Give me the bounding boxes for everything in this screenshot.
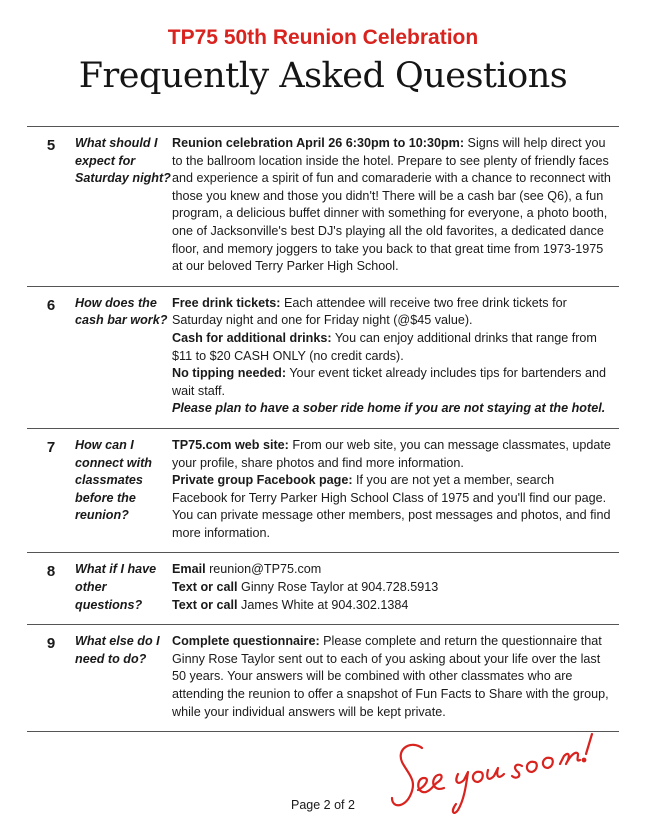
- answer-text: [172, 437, 612, 543]
- answer-paragraph: [172, 561, 612, 579]
- page-number: Page 2 of 2: [291, 798, 355, 812]
- answer-heading: Cash for additional drinks:: [172, 330, 332, 345]
- question-number: 8: [46, 563, 56, 581]
- answer-heading: Text or call: [172, 580, 238, 595]
- page-title: Frequently Asked Questions: [78, 56, 568, 96]
- answer-text: [172, 561, 612, 614]
- answer-body: From our web site, you can message classmates, update your profile, share photos and find more information.: [172, 437, 611, 470]
- answer-heading: Free drink tickets:: [172, 295, 281, 310]
- answer-body: Each attendee will receive two free drink tickets for Saturday night and one for Friday night (@$45 value).: [172, 295, 567, 328]
- answer-heading: TP75.com web site:: [172, 437, 289, 452]
- question-number: 6: [46, 296, 56, 314]
- answer-paragraph: [172, 579, 612, 597]
- answer-text: [172, 633, 612, 721]
- answer-heading: Complete questionnaire:: [172, 634, 320, 649]
- answer-body: reunion@TP75.com: [205, 562, 322, 577]
- question-number: 7: [46, 438, 56, 456]
- answer-body: Please complete and return the questionnaire that Ginny Rose Taylor sent out to each of you asking about your life over the last 50 years. Your answers will be combined with other classmates who are attending the reunion to offer a snapshot of Fun Facts to Share with the group, while your individual answers will be kept private.: [172, 634, 609, 719]
- question-text: How does the cash bar work?: [75, 295, 168, 328]
- answer-text: [172, 135, 612, 276]
- faq-row: [27, 126, 619, 286]
- question-text: What else do I need to do?: [75, 634, 160, 666]
- answer-paragraph: [172, 365, 612, 400]
- faq-row: [27, 552, 619, 624]
- answer-body: Your event ticket already includes tips for bartenders and wait staff.: [172, 366, 606, 398]
- answer-heading: Private group Facebook page:: [172, 473, 353, 488]
- answer-text: [172, 295, 612, 418]
- answer-paragraph: [172, 135, 612, 276]
- answer-body: You can enjoy additional drinks that range from $11 to $20 CASH ONLY (no credit cards).: [172, 330, 597, 363]
- faq-table: [27, 126, 619, 732]
- answer-paragraph: [172, 597, 612, 615]
- faq-row: [27, 428, 619, 553]
- faq-row: [27, 286, 619, 428]
- answer-body: Ginny Rose Taylor at 904.728.5913: [237, 580, 439, 595]
- answer-heading: No tipping needed:: [172, 366, 287, 381]
- answer-body: James White at 904.302.1384: [237, 597, 409, 612]
- question-number: 5: [46, 137, 56, 154]
- answer-heading: Text or call: [172, 597, 238, 612]
- event-title: TP75 50th Reunion Celebration: [167, 26, 479, 49]
- question-number: 9: [46, 635, 56, 653]
- answer-paragraph: [172, 633, 612, 721]
- answer-body: Signs will help direct you to the ballroom location inside the hotel. Prepare to see plenty of friendly faces and experience a spirit of fun and comaraderie with a chance to reconnect with those you knew and those you didn't! There will be a cash bar (see Q6), a fun program, a delicious buffet dinner with something for everyone, a photo booth, one of Jacksonville's best DJ's playing all the old favorites, a dedicated dance floor, and memory joggers to take you back to that great time from 1973-1975 at our beloved Terry Parker High School.: [172, 136, 611, 274]
- answer-paragraph: [172, 330, 612, 365]
- answer-heading: Reunion celebration April 26 6:30pm to 10:30pm:: [172, 136, 465, 150]
- answer-body: If you are not yet a member, search Facebook for Terry Parker High School Class of 1975 and you'll find our page. You can private message other members, post messages and photos, and find more information.: [172, 473, 611, 540]
- question-text: What if I have other questions?: [75, 562, 157, 612]
- answer-paragraph: [172, 472, 612, 542]
- question-text: What should I expect for Saturday night?: [75, 136, 171, 186]
- question-text: How can I connect with classmates before the reunion?: [75, 437, 152, 523]
- answer-paragraph: [172, 400, 612, 418]
- answer-paragraph: [172, 295, 612, 330]
- answer-heading: Email: [172, 562, 206, 577]
- answer-emphasis: Please plan to have a sober ride home if you are not staying at the hotel.: [172, 401, 606, 416]
- answer-paragraph: [172, 437, 612, 472]
- faq-row: [27, 624, 619, 732]
